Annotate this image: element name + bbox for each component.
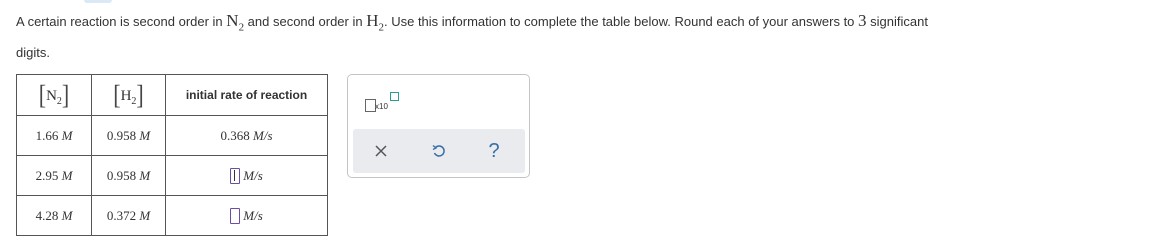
table-header-row bbox=[17, 75, 328, 116]
scientific-notation-button[interactable] bbox=[365, 90, 399, 114]
rate-data-table bbox=[16, 74, 328, 236]
palette-toolbar bbox=[353, 129, 525, 173]
cell-n2: 1.66 M bbox=[17, 116, 92, 156]
n2-formula: $N_2$ bbox=[226, 11, 245, 34]
undo-icon bbox=[431, 143, 447, 159]
math-palette bbox=[347, 74, 530, 178]
table-row bbox=[17, 116, 328, 156]
question-part4: significant bbox=[866, 14, 928, 29]
cell-h2: 0.372 M bbox=[92, 196, 166, 236]
table-row bbox=[17, 196, 328, 236]
help-icon: ? bbox=[488, 139, 500, 162]
help-button[interactable] bbox=[484, 141, 504, 161]
cell-h2: 0.958 M bbox=[92, 116, 166, 156]
question-line-2: digits. bbox=[16, 45, 50, 61]
cell-rate: M/s bbox=[166, 156, 328, 196]
top-tab-indicator bbox=[84, 0, 112, 3]
cell-n2: 2.95 M bbox=[17, 156, 92, 196]
cell-rate: 0.368 M/s bbox=[166, 116, 328, 156]
exponent-box-icon bbox=[390, 92, 399, 101]
sigfig-count: 3 bbox=[858, 11, 867, 30]
clear-button[interactable] bbox=[371, 141, 391, 161]
undo-button[interactable] bbox=[429, 141, 449, 161]
question-part1: A certain reaction is second order in bbox=[16, 14, 227, 29]
question-part2: and second order in bbox=[244, 14, 367, 29]
header-h2: $[H_2]$ bbox=[92, 75, 166, 116]
header-rate: initial rate of reaction bbox=[166, 75, 328, 116]
cell-h2: 0.958 M bbox=[92, 156, 166, 196]
question-text bbox=[16, 8, 1141, 66]
header-n2: $[N_2]$ bbox=[17, 75, 92, 116]
close-icon bbox=[374, 144, 388, 158]
question-part3: . Use this information to complete the table below. Round each of your answers to bbox=[383, 14, 859, 29]
cell-rate: M/s bbox=[166, 196, 328, 236]
h2-formula: $H_2$ bbox=[366, 11, 384, 34]
answer-input-row2[interactable] bbox=[230, 168, 240, 184]
cell-n2: 4.28 M bbox=[17, 196, 92, 236]
table-row bbox=[17, 156, 328, 196]
x10-label: x10 bbox=[375, 102, 388, 111]
question-line-1 bbox=[16, 8, 1141, 40]
answer-input-row3[interactable] bbox=[230, 208, 240, 224]
